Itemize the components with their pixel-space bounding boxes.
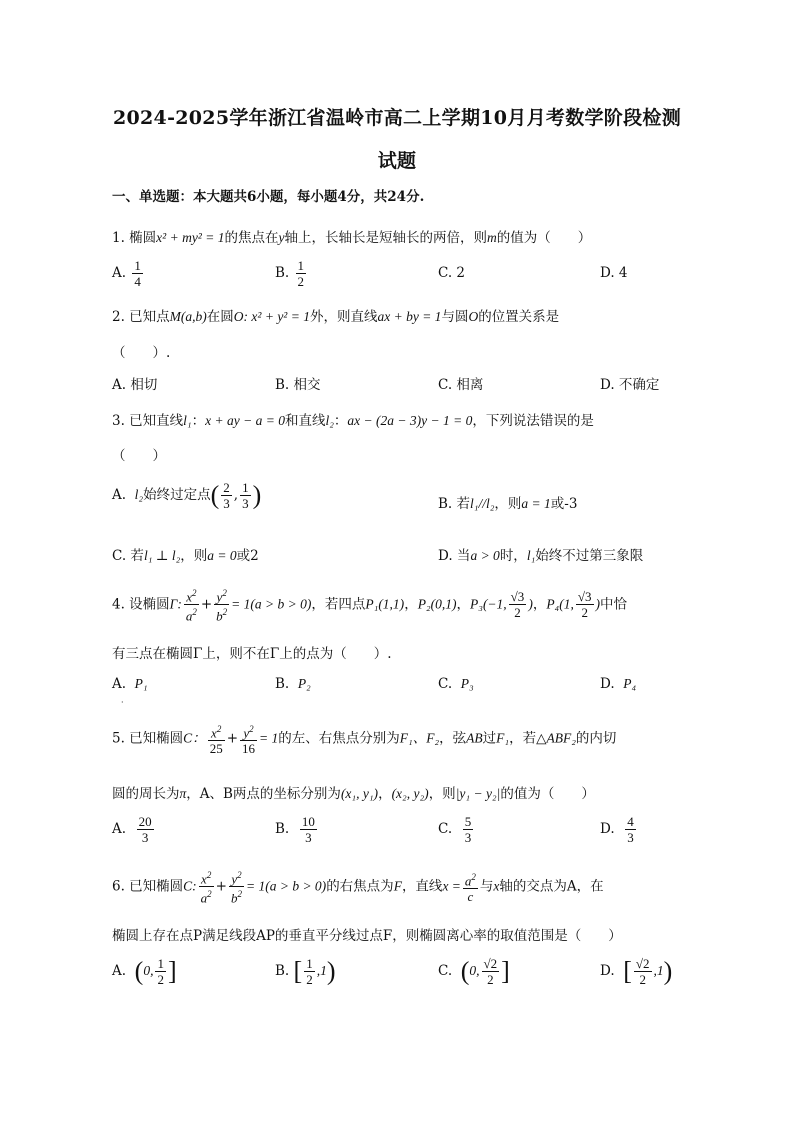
option-3d: D. 当a > 0时，l₁始终不过第三象限 xyxy=(438,548,644,564)
question-5: 5. 已知椭圆C： $\frac{x^2}{25}$ + $\frac{y^2}{16}$ = 1的左、右焦点分别为F₁、F₂，弦AB过F₁，若△ABF₂的内切 xyxy=(112,724,617,757)
option-5d: D. $\frac{4}{3}$ xyxy=(600,814,634,845)
option-5b: B. $\frac{10}{3}$ xyxy=(275,814,315,845)
question-2-line2: （ ）. xyxy=(112,345,171,361)
question-6: 6. 已知椭圆C: $\frac{x^2}{a^2}$ + $\frac{y^2}{b^2}$ = 1(a > b > 0)的右焦点为F，直线x = $\frac{a^2}{c}$ 与x轴的交点为A，在 xyxy=(112,870,604,906)
option-3b: B. 若l₁//l₂，则a = 1或-3 xyxy=(438,496,578,512)
option-4a: A. P₁ xyxy=(112,676,148,692)
option-6c: C. (0, $\frac{√2}{2}$ ] xyxy=(438,956,510,987)
option-2c: C. 相离 xyxy=(438,377,484,393)
option-5a: A. $\frac{20}{3}$ xyxy=(112,814,152,845)
option-6d: D. [ $\frac{√2}{2}$ ,1) xyxy=(600,956,673,987)
option-4b: B. P₂ xyxy=(275,676,311,692)
option-1c: C. 2 xyxy=(438,265,466,281)
option-2d: D. 不确定 xyxy=(600,377,660,393)
option-5c: C. $\frac{5}{3}$ xyxy=(438,814,472,845)
question-2: 2. 已知点M(a,b)在圆O: x² + y² = 1外，则直线ax + by = 1与圆O的位置关系是 xyxy=(112,309,560,325)
option-3c: C. 若l₁ ⊥ l₂，则a = 0或2 xyxy=(112,548,259,564)
option-2b: B. 相交 xyxy=(275,377,321,393)
option-6a: A. (0, $\frac{1}{2}$ ] xyxy=(112,956,177,987)
stray-dot: · xyxy=(121,698,124,707)
option-1b: B. $\frac{1}{2}$ xyxy=(275,258,305,289)
question-3-line2: （ ） xyxy=(112,448,166,464)
option-3a: A. l₂始终过定点( $\frac{2}{3}$ , $\frac{1}{3}$ ) xyxy=(112,480,262,511)
option-4d: D. P₄ xyxy=(600,676,637,692)
question-1: 1. 椭圆x² + my² = 1的焦点在y轴上，长轴长是短轴长的两倍，则m的值为（ ） xyxy=(112,230,592,246)
question-4: 4. 设椭圆Γ: $\frac{x^2}{a^2}$ + $\frac{y^2}{b^2}$ = 1(a > b > 0)，若四点P₁(1,1)，P₂(0,1)，P₃(−1, $\frac{√3}{2}$ )，P₄(1, $\frac{√3}{2}$ )中恰 xyxy=(112,588,628,624)
page-title-line2: 试题 xyxy=(377,150,417,172)
question-6-line2: 椭圆上存在点P满足线段AP的垂直平分线过点F，则椭圆离心率的取值范围是（ ） xyxy=(112,928,622,944)
option-1d: D. 4 xyxy=(600,265,628,281)
option-4c: C. P₃ xyxy=(438,676,474,692)
question-4-line2: 有三点在椭圆Γ上，则不在Γ上的点为（ ）. xyxy=(112,646,392,662)
option-6b: B. [ $\frac{1}{2}$ ,1) xyxy=(275,956,336,987)
page-title: 2024-2025学年浙江省温岭市高二上学期10月月考数学阶段检测 xyxy=(113,107,681,129)
option-1a: A. $\frac{1}{4}$ xyxy=(112,258,141,289)
option-2a: A. 相切 xyxy=(112,377,158,393)
question-5-line2: 圆的周长为π，A、B两点的坐标分别为(x₁, y₁)，(x₂, y₂)，则|y₁ − y₂|的值为（ ） xyxy=(112,786,595,802)
section-heading: 一、单选题：本大题共6小题，每小题4分，共24分. xyxy=(112,189,425,205)
question-3: 3. 已知直线l₁：x + ay − a = 0和直线l₂：ax − (2a − 3)y − 1 = 0，下列说法错误的是 xyxy=(112,413,594,429)
